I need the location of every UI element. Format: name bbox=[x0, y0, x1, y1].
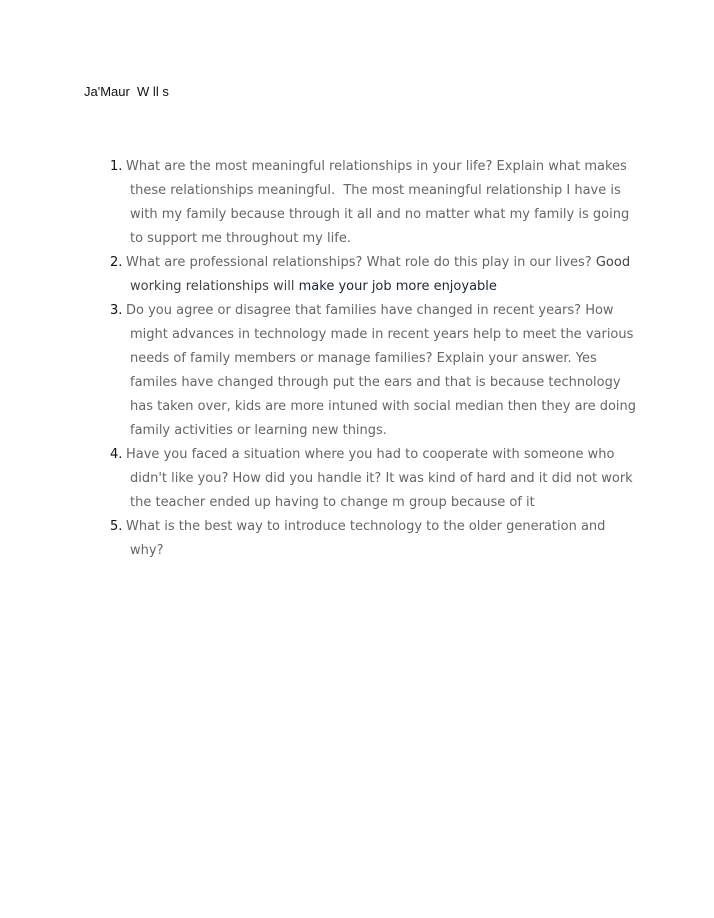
question-text: Do you agree or disagree that families have changed in recent years? How might advances in technology made in recent years help to meet the various needs of family members or manage families? Explain your answer. bbox=[126, 303, 634, 366]
question-number: 4. bbox=[110, 447, 123, 462]
author-name: Ja'Maur W ll s bbox=[84, 84, 169, 99]
question-number: 1. bbox=[110, 159, 123, 174]
question-item-4 bbox=[110, 443, 640, 515]
answer-text: Good working relationships will bbox=[130, 255, 631, 294]
answer-text: The most meaningful relationship I have is with my family because through it all and no matter what my family is going to support me throughout my life. bbox=[130, 183, 630, 246]
question-item-1 bbox=[110, 155, 640, 251]
question-text: What are the most meaningful relationships in your life? Explain what makes these relationships meaningful. bbox=[126, 159, 627, 198]
question-text: Have you faced a situation where you had to cooperate with someone who didn't like you? How did you handle it? bbox=[126, 447, 615, 486]
answer-highlight-text: make your job more enjoyable bbox=[298, 279, 497, 294]
question-text: What is the best way to introduce technology to the older generation and why? bbox=[126, 519, 606, 558]
question-number: 2. bbox=[110, 255, 123, 270]
question-list bbox=[110, 155, 640, 563]
question-number: 5. bbox=[110, 519, 123, 534]
question-text: What are professional relationships? What role do this play in our lives? bbox=[126, 255, 592, 270]
question-item-2 bbox=[110, 251, 640, 299]
answer-text: It was kind of hard and it did not work the teacher ended up having to change m group because of it bbox=[130, 471, 633, 510]
question-number: 3. bbox=[110, 303, 123, 318]
answer-text: Yes familes have changed through put the ears and that is because technology has taken over, kids are more intuned with social median then they are doing family activities or learning new things. bbox=[130, 351, 637, 438]
question-item-5 bbox=[110, 515, 640, 563]
question-item-3 bbox=[110, 299, 640, 443]
